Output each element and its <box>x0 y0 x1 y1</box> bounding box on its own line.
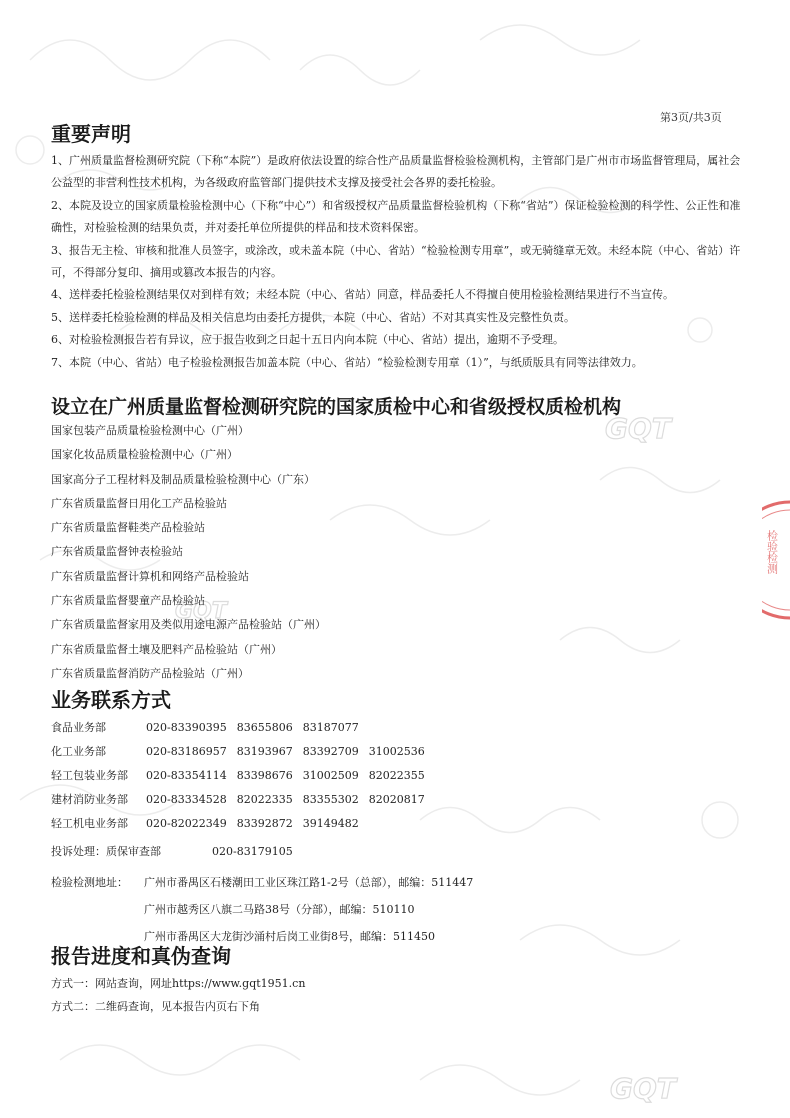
institutions-title: 设立在广州质量监督检测研究院的国家质检中心和省级授权质检机构 <box>51 396 622 418</box>
declaration-item: 2、本院及设立的国家质量检验检测中心（下称“中心”）和省级授权产品质量监督检验机构（下称“省站”）保证检验检测的科学性、公正性和准确性，对检验检测的结果负责，并对委托单位所提供的样品和技术资料保密。 <box>51 198 741 235</box>
contact-row <box>51 812 473 836</box>
address-row <box>51 896 473 923</box>
address-block <box>51 869 473 950</box>
institution-item: 广东省质量监督消防产品检验站（广州） <box>51 666 249 680</box>
institution-item: 广东省质量监督日用化工产品检验站 <box>51 496 227 510</box>
department-name: 轻工包装业务部 <box>51 769 128 782</box>
phone-number: 020-83390395 <box>146 721 227 734</box>
institution-item: 广东省质量监督钟表检验站 <box>51 545 183 559</box>
phone-number: 82022355 <box>368 769 425 782</box>
institution-item: 广东省质量监督婴童产品检验站 <box>51 594 205 608</box>
phone-number: 83355302 <box>302 793 359 806</box>
phone-number: 83392872 <box>236 817 293 830</box>
complaint-phone: 020-83179105 <box>212 845 293 858</box>
gqt-watermark-logo: GQT <box>610 1072 676 1105</box>
phone-number: 82022335 <box>236 793 293 806</box>
address-row <box>51 869 473 896</box>
page-number: 第3页/共3页 <box>660 111 722 124</box>
institution-item: 国家高分子工程材料及制品质量检验检测中心（广东） <box>51 472 315 486</box>
contact-title: 业务联系方式 <box>51 688 171 712</box>
query-methods <box>51 972 305 1018</box>
declaration-item: 5、送样委托检验检测的样品及相关信息均由委托方提供，本院（中心、省站）不对其真实性及完整性负责。 <box>51 310 575 324</box>
phone-number: 82020817 <box>368 793 425 806</box>
query-method-item: 方式一：网站查询，网址https://www.gqt1951.cn <box>51 977 306 990</box>
phone-number: 31002509 <box>302 769 359 782</box>
address-line: 广州市番禺区石楼潮田工业区珠江路1-2号（总部），邮编：511447 <box>144 876 474 889</box>
contact-row <box>51 740 473 764</box>
svg-text:检验检测: 检验检测 <box>765 530 779 574</box>
declaration-item: 3、报告无主检、审核和批准人员签字，或涂改，或未盖本院（中心、省站）“检验检测专用章”，或无骑缝章无效。未经本院（中心、省站）许可，不得部分复印、摘用或篡改本报告的内容。 <box>51 243 741 280</box>
gqt-watermark-logo: GQT <box>175 599 227 624</box>
phone-number: 39149482 <box>302 817 359 830</box>
department-name: 食品业务部 <box>51 721 106 734</box>
phone-number: 020-83334528 <box>146 793 227 806</box>
complaint-row <box>51 840 473 864</box>
institutions-list <box>51 419 326 686</box>
complaint-label: 投诉处理：质保审查部 <box>51 845 161 858</box>
institution-item: 广东省质量监督家用及类似用途电源产品检验站（广州） <box>51 618 326 632</box>
phone-number: 83655806 <box>236 721 293 734</box>
phone-number: 83193967 <box>236 745 293 758</box>
institution-item: 国家包装产品质量检验检测中心（广州） <box>51 424 249 437</box>
institution-item: 广东省质量监督鞋类产品检验站 <box>51 521 205 535</box>
declaration-item: 6、对检验检测报告若有异议，应于报告收到之日起十五日内向本院（中心、省站）提出，逾期不予受理。 <box>51 333 564 347</box>
phone-number: 83187077 <box>302 721 359 734</box>
phone-number: 31002536 <box>368 745 425 758</box>
phone-number: 020-83186957 <box>146 745 227 758</box>
red-seal-stamp-icon <box>762 500 790 620</box>
declaration-item: 7、本院（中心、省站）电子检验检测报告加盖本院（中心、省站）“检验检测专用章（1）”，与纸质版具有同等法律效力。 <box>51 355 643 369</box>
phone-number: 83398676 <box>236 769 293 782</box>
query-title: 报告进度和真伪查询 <box>51 944 231 968</box>
contact-row <box>51 764 473 788</box>
declaration-list <box>51 150 741 374</box>
department-name: 化工业务部 <box>51 745 106 758</box>
contact-table <box>51 716 473 950</box>
address-line: 广州市越秀区八旗二马路38号（分部），邮编：510110 <box>144 903 415 916</box>
department-name: 轻工机电业务部 <box>51 817 128 830</box>
institution-item: 广东省质量监督土壤及肥料产品检验站（广州） <box>51 642 282 656</box>
contact-row <box>51 788 473 812</box>
phone-number: 83392709 <box>302 745 359 758</box>
declaration-title: 重要声明 <box>51 122 131 146</box>
institution-item: 国家化妆品质量检验检测中心（广州） <box>51 448 238 462</box>
institution-item: 广东省质量监督计算机和网络产品检验站 <box>51 569 249 583</box>
department-name: 建材消防业务部 <box>51 793 128 806</box>
gqt-watermark-logo: GQT <box>605 412 671 445</box>
declaration-item: 4、送样委托检验检测结果仅对到样有效；未经本院（中心、省站）同意，样品委托人不得擅自使用检验检测结果进行不当宣传。 <box>51 288 674 302</box>
phone-number: 020-83354114 <box>146 769 227 782</box>
address-line: 广州市番禺区大龙街沙涌村后岗工业街8号，邮编：511450 <box>144 930 435 943</box>
address-label: 检验检测地址： <box>51 876 128 889</box>
phone-number: 020-82022349 <box>146 817 227 830</box>
contact-row <box>51 716 473 740</box>
declaration-item: 1、广州质量监督检测研究院（下称“本院”）是政府依法设置的综合性产品质量监督检验检测机构，主管部门是广州市市场监督管理局，属社会公益型的非营利性技术机构，为各级政府监管部门提供技术支撑及接受社会各界的委托检验。 <box>51 154 741 190</box>
query-method-item: 方式二：二维码查询，见本报告内页右下角 <box>51 1000 260 1013</box>
